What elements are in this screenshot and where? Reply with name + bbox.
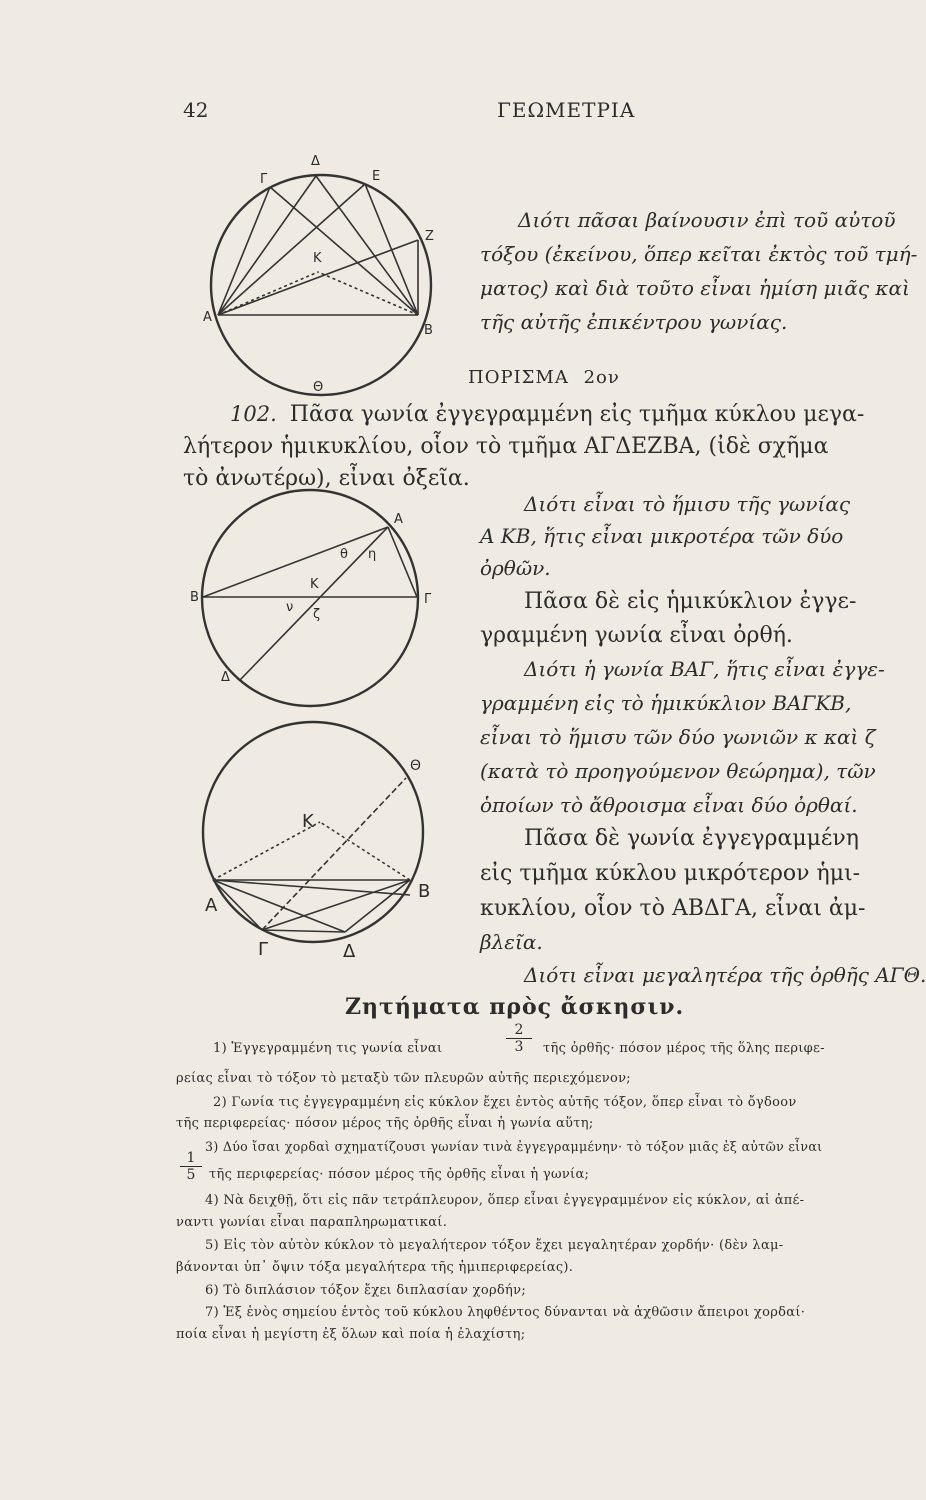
fig1-label-A: Α bbox=[203, 310, 212, 325]
right-line-15: Διότι εἶναι μεγαλητέρα τῆς ὀρθῆς ΑΓΘ. bbox=[524, 963, 926, 987]
right-line-12: εἰς τμῆμα κύκλου μικρότερον ἡμι- bbox=[480, 861, 861, 886]
fig2-label-D: Δ bbox=[221, 670, 230, 685]
right-line-7: γραμμένη εἰς τὸ ἡμικύκλιον ΒΑΓΚΒ, bbox=[480, 691, 852, 715]
para1-line2: τόξου (ἐκείνου, ὅπερ κεῖται ἐκτὸς τοῦ τμή- bbox=[480, 242, 918, 266]
exercise-6: 6) Τὸ διπλάσιον τόξον ἔχει διπλασίαν χορδήν; bbox=[205, 1283, 526, 1298]
running-title: ΓΕΩΜΕΤΡΙΑ bbox=[497, 98, 636, 122]
exercise-7-b: ποία εἶναι ἡ μεγίστη ἐξ ὅλων καὶ ποία ἡ ἐλαχίστη; bbox=[176, 1327, 526, 1342]
exercise-3-fraction bbox=[180, 1150, 202, 1183]
para102-text1: Πᾶσα γωνία ἐγγεγραμμένη εἰς τμῆμα κύκλου μεγα- bbox=[289, 402, 865, 427]
right-line-14: βλεῖα. bbox=[480, 930, 543, 954]
exercise-5-b: βάνονται ὑπ᾽ ὄψιν τόξα μεγαλήτερα τῆς ἡμιπεριφερείας). bbox=[176, 1260, 574, 1275]
exercise-3-numerator: 1 bbox=[180, 1150, 202, 1167]
right-line-5: γραμμένη γωνία εἶναι ὀρθή. bbox=[480, 623, 793, 648]
exercise-5-a: 5) Εἰς τὸν αὐτὸν κύκλον τὸ μεγαλήτερον τόξον ἔχει μεγαλητέραν χορδήν· (δὲν λαμ- bbox=[205, 1238, 784, 1253]
fig3-label-Th: Θ bbox=[410, 758, 422, 774]
exercises-heading: Ζητήματα πρὸς ἄσκησιν. bbox=[345, 994, 685, 1020]
right-line-9: (κατὰ τὸ προηγούμενον θεώρημα), τῶν bbox=[480, 759, 876, 783]
fig1-label-B: Β bbox=[424, 323, 433, 338]
exercise-3-b: τῆς περιφερείας· πόσον μέρος τῆς ὀρθῆς εἶναι ἡ γωνία; bbox=[209, 1167, 590, 1182]
para102-line2: λήτερον ἡμικυκλίου, οἷον τὸ τμῆμα ΑΓΔΕΖΒΑ, (ἰδὲ σχῆμα bbox=[183, 434, 829, 459]
right-line-2: Α ΚΒ, ἥτις εἶναι μικροτέρα τῶν δύο bbox=[480, 524, 844, 548]
para1-line4: τῆς αὐτῆς ἐπικέντρου γωνίας. bbox=[480, 310, 788, 334]
fig1-label-E: Ε bbox=[372, 169, 381, 184]
fig2-label-B: Β bbox=[190, 590, 199, 605]
fig2-label-G: Γ bbox=[424, 592, 432, 607]
para102-number: 102. bbox=[230, 402, 277, 426]
porisma-number: 2ον bbox=[583, 367, 620, 388]
fig1-label-Th: Θ bbox=[313, 380, 324, 395]
fig2-label-A: Α bbox=[394, 512, 403, 527]
exercise-1-b: τῆς ὀρθῆς· πόσον μέρος τῆς ὅλης περιφε- bbox=[543, 1041, 825, 1056]
fig2-label-K: Κ bbox=[310, 577, 319, 592]
fig1-label-K: Κ bbox=[313, 251, 322, 266]
fig3-label-K: Κ bbox=[302, 811, 314, 832]
fig2-label-theta: θ bbox=[340, 547, 348, 562]
porisma-label: ΠΟΡΙΣΜΑ bbox=[468, 367, 569, 388]
fig3-label-D: Δ bbox=[343, 941, 356, 962]
right-line-3: ὀρθῶν. bbox=[480, 556, 551, 580]
right-line-1: Διότι εἶναι τὸ ἥμισυ τῆς γωνίας bbox=[524, 492, 851, 516]
exercise-1-c: ρείας εἶναι τὸ τόξον τὸ μεταξὺ τῶν πλευρῶν αὐτῆς περιεχόμενον; bbox=[176, 1071, 631, 1086]
fig2-label-zeta: ζ bbox=[313, 607, 321, 622]
fig2-label-eta: η bbox=[368, 547, 377, 562]
exercise-4-b: ναντι γωνίαι εἶναι παραπληρωματικαί. bbox=[176, 1215, 448, 1230]
exercise-3-a: 3) Δύο ἴσαι χορδαὶ σχηματίζουσι γωνίαν τινὰ ἐγγεγραμμένην· τὸ τόξον μιᾶς ἐξ αὐτῶν εἶναι bbox=[205, 1139, 823, 1154]
para1-line3: ματος) καὶ διὰ τοῦτο εἶναι ἡμίση μιᾶς καὶ bbox=[480, 276, 910, 300]
fig2-label-ni: ν bbox=[286, 600, 294, 615]
fig3-label-A: Α bbox=[205, 895, 218, 916]
fig1-label-Z: Z bbox=[425, 229, 434, 244]
right-line-4: Πᾶσα δὲ εἰς ἡμικύκλιον ἐγγε- bbox=[524, 589, 857, 614]
right-line-13: κυκλίου, οἷον τὸ ΑΒΔΓΑ, εἶναι ἀμ- bbox=[480, 896, 866, 921]
page-number: 42 bbox=[183, 98, 209, 122]
right-line-10: ὁποίων τὸ ἄθροισμα εἶναι δύο ὀρθαί. bbox=[480, 793, 858, 817]
exercise-1-numerator: 2 bbox=[506, 1022, 532, 1039]
fig3-label-G: Γ bbox=[258, 939, 269, 960]
right-line-11: Πᾶσα δὲ γωνία ἐγγεγραμμένη bbox=[524, 826, 859, 851]
exercise-1-denominator: 3 bbox=[514, 1039, 524, 1055]
fig1-label-G: Γ bbox=[260, 172, 268, 187]
exercise-2-b: τῆς περιφερείας· πόσον μέρος τῆς ὀρθῆς εἶναι ἡ γωνία αὕτη; bbox=[176, 1116, 594, 1131]
fig1-label-D: Δ bbox=[311, 154, 320, 169]
right-line-8: εἶναι τὸ ἥμισυ τῶν δύο γωνιῶν κ καὶ ζ bbox=[480, 725, 876, 749]
exercise-1-a: 1) Ἐγγεγραμμένη τις γωνία εἶναι bbox=[213, 1041, 443, 1056]
right-line-6: Διότι ἡ γωνία ΒΑΓ, ἥτις εἶναι ἐγγε- bbox=[524, 657, 885, 681]
exercise-4-a: 4) Νὰ δειχθῇ, ὅτι εἰς πᾶν τετράπλευρον, ὅπερ εἶναι ἐγγεγραμμένον εἰς κύκλον, αἱ ἀπέ- bbox=[205, 1193, 805, 1208]
para1-line1: Διότι πᾶσαι βαίνουσιν ἐπὶ τοῦ αὐτοῦ bbox=[518, 208, 896, 232]
exercise-2-a: 2) Γωνία τις ἐγγεγραμμένη εἰς κύκλον ἔχει ἐντὸς αὐτῆς τόξον, ὅπερ εἶναι τὸ ὄγδοον bbox=[213, 1095, 797, 1110]
exercise-3-denominator: 5 bbox=[186, 1167, 196, 1183]
fig3-label-B: Β bbox=[418, 881, 431, 902]
para102-line3: τὸ ἀνωτέρω), εἶναι ὀξεῖα. bbox=[183, 466, 470, 491]
fig3-circle bbox=[203, 722, 423, 942]
exercise-7-a: 7) Ἐξ ἑνὸς σημείου ἐντὸς τοῦ κύκλου ληφθέντος δύνανται νὰ ἀχθῶσιν ἄπειροι χορδαί· bbox=[205, 1305, 806, 1320]
exercise-1-fraction bbox=[506, 1022, 532, 1055]
